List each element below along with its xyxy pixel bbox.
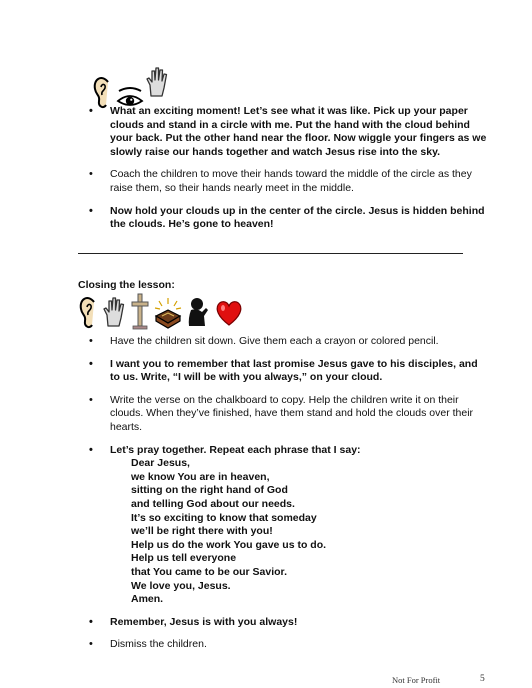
top-bullet-list — [88, 105, 488, 232]
prayer-line: Dear Jesus, — [131, 457, 190, 470]
closing-icon-row — [78, 292, 243, 330]
ear-icon — [78, 296, 100, 330]
bible-icon — [153, 296, 183, 330]
list-item: • Remember, Jesus is with you always! — [88, 616, 488, 630]
list-item: • Coach the children to move their hands toward the middle of the circle as they raise them, so their hands nearly meet in the middle. — [88, 168, 488, 195]
prayer-line: and telling God about our needs. — [131, 497, 295, 510]
list-item: • What an exciting moment! Let’s see what it was like. Pick up your paper clouds and stand in a circle with me. Put the hand with the cloud behind your back. Put the other hand near the floor. Now wiggle your fingers as we slowly raise our hands together and watch Jesus rise into the sky. — [88, 105, 488, 159]
footer-text: Not For Profit — [392, 675, 441, 685]
prayer-line: It’s so exciting to know that someday — [131, 511, 317, 524]
list-item: • Have the children sit down. Give them each a crayon or colored pencil. — [88, 335, 488, 349]
praying-child-icon — [186, 296, 212, 330]
prayer-line: we’ll be right there with you! — [131, 525, 273, 538]
hand-icon — [103, 294, 127, 330]
top-icon-row — [92, 66, 170, 110]
list-item: • Now hold your clouds up in the center of the circle. Jesus is hidden behind the clouds. He’s gone to heaven! — [88, 205, 488, 232]
prayer-line: that You came to be our Savior. — [131, 565, 287, 578]
list-item: • Write the verse on the chalkboard to copy. Help the children write it on their clouds. When they’ve finished, have them stand and hold the clouds over their hearts. — [88, 394, 488, 435]
closing-bullet-list — [88, 335, 488, 652]
section-title: Closing the lesson: — [78, 279, 175, 291]
prayer-line: Help us do the work You gave us to do. — [131, 538, 327, 551]
hand-icon — [146, 66, 170, 110]
section-divider — [78, 253, 463, 254]
page-number: 5 — [480, 674, 485, 684]
heart-icon — [215, 299, 243, 330]
prayer-intro: • Let’s pray together. Repeat each phrase that I say: — [110, 443, 361, 456]
prayer-lines — [110, 457, 488, 607]
prayer-line: sitting on the right hand of God — [131, 484, 288, 497]
prayer-line: We love you, Jesus. — [131, 579, 231, 592]
list-item: • I want you to remember that last promise Jesus gave to his disciples, and to us. Write, “I will be with you always,” on your cloud. — [88, 358, 488, 385]
prayer-line: Help us tell everyone — [131, 552, 237, 565]
prayer-line: Amen. — [131, 593, 164, 606]
prayer-line: we know You are in heaven, — [131, 470, 270, 483]
list-item: • Dismiss the children. — [88, 638, 488, 652]
prayer-item — [88, 444, 488, 607]
cross-icon — [130, 292, 150, 330]
